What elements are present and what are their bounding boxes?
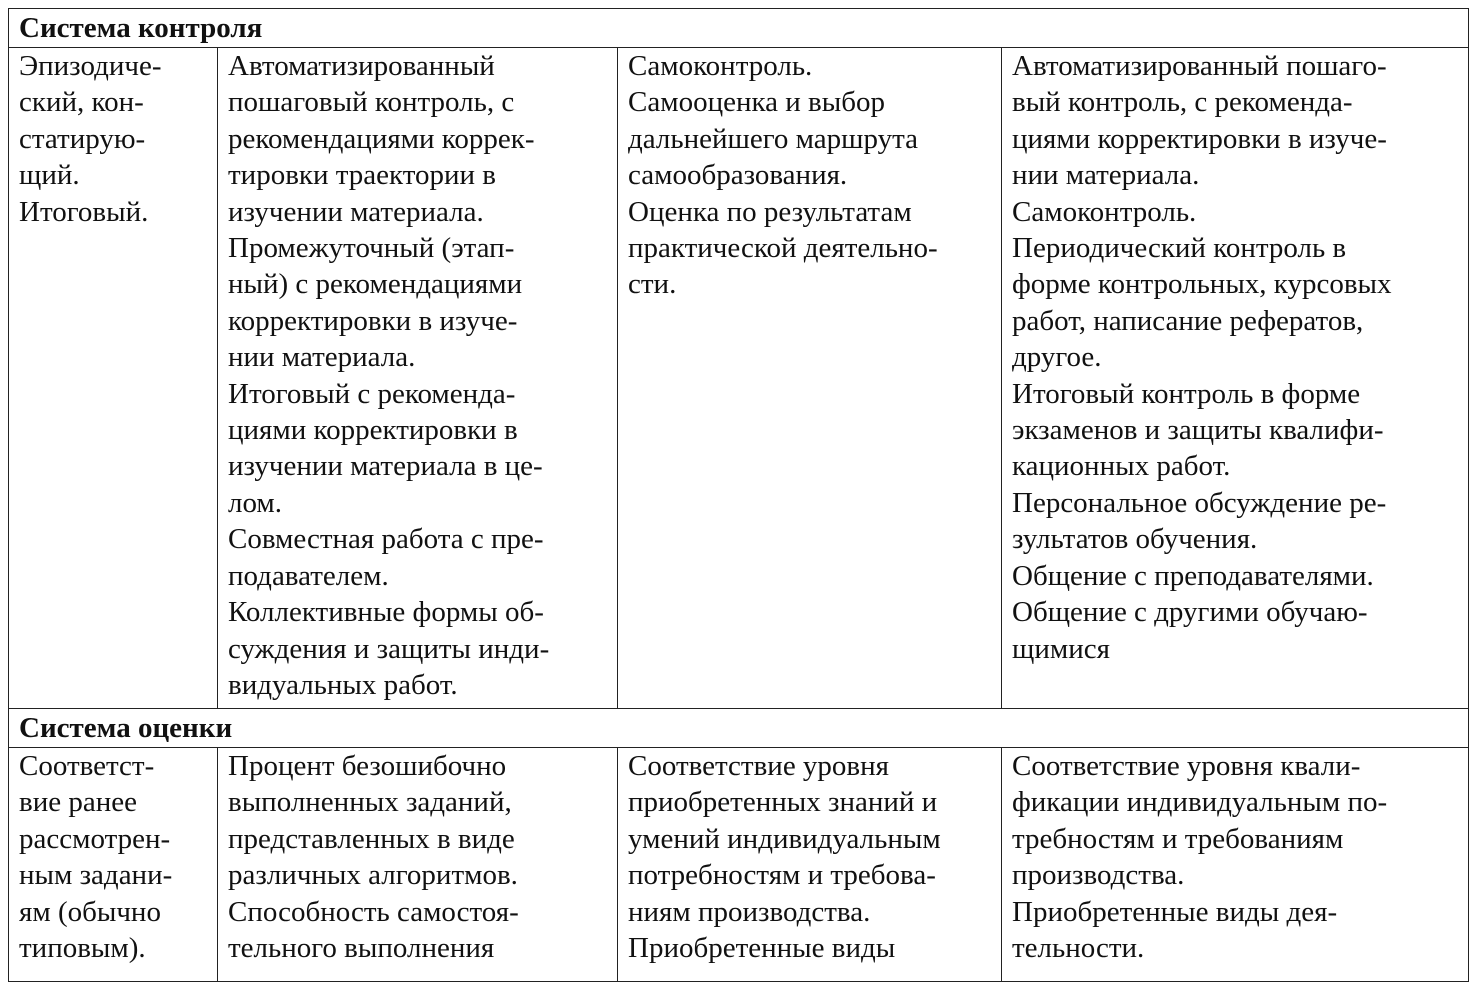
table-cell (218, 748, 618, 982)
section-title-evaluation: Система оценки (9, 709, 1469, 748)
text-line: подавателем. (228, 559, 389, 592)
text-line: кационных работ. (1012, 450, 1231, 483)
text-line: Итоговый контроль в форме (1012, 377, 1361, 410)
text-line: вие ранее (19, 786, 137, 819)
text-line: тельности. (1012, 932, 1145, 965)
text-line: статирую- (19, 122, 146, 155)
text-line: щимися (1012, 632, 1110, 665)
text-line: вый контроль, с рекоменда- (1012, 86, 1353, 119)
table-cell (618, 48, 1002, 709)
text-line: Эпизодиче- (19, 50, 162, 82)
text-line: форме контрольных, курсовых (1012, 268, 1392, 301)
text-line: Автоматизированный (228, 50, 495, 82)
text-line: типовым). (19, 932, 146, 965)
text-line: пошаговый контроль, с (228, 86, 515, 119)
table-cell (618, 748, 1002, 982)
text-line: Соответст- (19, 750, 155, 782)
text-line: Соответствие уровня квали- (1012, 750, 1361, 782)
text-line: Способность самостоя- (228, 895, 519, 928)
text-line: работ, написание рефератов, (1012, 304, 1364, 337)
table-cell (1002, 748, 1469, 982)
table-row-evaluation (9, 748, 1469, 982)
methods-table (8, 8, 1469, 982)
text-line: тельного выполнения (228, 932, 495, 965)
text-line: циями корректировки в (228, 414, 518, 447)
table-cell (9, 48, 218, 709)
text-line: щий. (19, 159, 80, 192)
text-line: лом. (228, 486, 283, 519)
text-line: ный) с рекомендациями (228, 268, 523, 301)
text-line: нии материала. (1012, 159, 1200, 192)
text-line: Коллективные формы об- (228, 596, 544, 629)
text-line: потребностям и требова- (628, 859, 936, 892)
table-cell (9, 748, 218, 982)
text-line: тировки траектории в (228, 159, 496, 192)
text-line: экзаменов и защиты квалифи- (1012, 414, 1384, 447)
document-page (8, 8, 1468, 980)
text-line: ным задани- (19, 859, 173, 892)
section-header-evaluation (9, 709, 1469, 748)
table-cell (1002, 48, 1469, 709)
text-line: Промежуточный (этап- (228, 232, 515, 265)
text-line: ский, кон- (19, 86, 144, 119)
text-line: различных алгоритмов. (228, 859, 518, 892)
text-line: изучении материала в це- (228, 450, 543, 483)
text-line: другое. (1012, 341, 1102, 374)
table-row-control (9, 48, 1469, 709)
text-line: Самоконтроль. (628, 50, 813, 82)
text-line: выполненных заданий, (228, 786, 512, 819)
text-line: фикации индивидуальным по- (1012, 786, 1388, 819)
text-line: Итоговый с рекоменда- (228, 377, 516, 410)
text-line: Процент безошибочно (228, 750, 507, 782)
text-line: циями корректировки в изуче- (1012, 122, 1387, 155)
text-line: Самоконтроль. (1012, 195, 1197, 228)
text-line: представленных в виде (228, 822, 515, 855)
text-line: приобретенных знаний и (628, 786, 938, 819)
text-line: Соответствие уровня (628, 750, 889, 782)
text-line: Приобретенные виды дея- (1012, 895, 1338, 928)
text-line: производства. (1012, 859, 1185, 892)
text-line: Общение с преподавателями. (1012, 559, 1374, 592)
section-header-control (9, 9, 1469, 48)
text-line: самообразования. (628, 159, 848, 192)
text-line: видуальных работ. (228, 668, 458, 701)
text-line: Общение с другими обучаю- (1012, 596, 1368, 629)
text-line: Периодический контроль в (1012, 232, 1347, 265)
text-line: Автоматизированный пошаго- (1012, 50, 1387, 82)
text-line: рекомендациями коррек- (228, 122, 535, 155)
text-line: суждения и защиты инди- (228, 632, 550, 665)
text-line: ниям производства. (628, 895, 871, 928)
text-line: Самооценка и выбор (628, 86, 885, 119)
section-title-control: Система контроля (9, 9, 1469, 48)
text-line: Итоговый. (19, 195, 149, 228)
text-line: ям (обычно (19, 895, 161, 928)
text-line: зультатов обучения. (1012, 523, 1258, 556)
text-line: Приобретенные виды (628, 932, 896, 965)
text-line: умений индивидуальным (628, 822, 941, 855)
text-line: Совместная работа с пре- (228, 523, 544, 556)
text-line: практической деятельно- (628, 232, 938, 265)
text-line: сти. (628, 268, 677, 301)
text-line: Персональное обсуждение ре- (1012, 486, 1387, 519)
text-line: Оценка по результатам (628, 195, 912, 228)
text-line: корректировки в изуче- (228, 304, 518, 337)
table-cell (218, 48, 618, 709)
text-line: требностям и требованиям (1012, 822, 1344, 855)
text-line: рассмотрен- (19, 822, 171, 855)
text-line: нии материала. (228, 341, 416, 374)
text-line: изучении материала. (228, 195, 484, 228)
text-line: дальнейшего маршрута (628, 122, 918, 155)
